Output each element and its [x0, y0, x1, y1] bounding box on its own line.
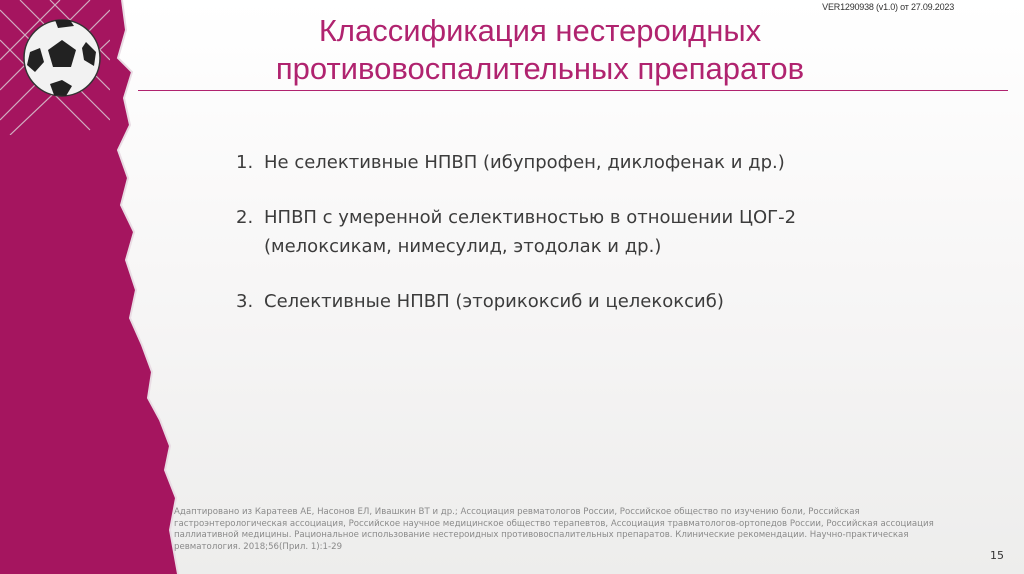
title-divider — [138, 90, 1008, 91]
list-item-line: Селективные НПВП (эторикоксиб и целекоксиб) — [264, 291, 724, 312]
list-item-line: (мелоксикам, нимесулид, этодолак и др.) — [264, 236, 662, 257]
list-item — [236, 287, 936, 316]
list-item-number: 3. — [236, 291, 254, 312]
list-item-text — [264, 148, 936, 177]
title-line-2: противовоспалительных препаратов — [275, 51, 805, 86]
source-citation: Адаптировано из Каратеев АЕ, Насонов ЕЛ, Ивашкин ВТ и др.; Ассоциация ревматологов России, Российское общество по изучению боли, Российская гастроэнтерологическая ассоциация, Российское научное медицинское общество терапевтов, Ассоциация травматологов-ортопедов России, Российская ассоциация паллиативной медицины. Рациональное использование нестероидных противовоспалительных препаратов. Клинические рекомендации. Научно-практическая ревматология. 2018;56(Прил. 1):1-29 — [174, 507, 934, 552]
soccer-ball-in-net-icon — [0, 0, 110, 135]
list-item-text — [264, 203, 936, 261]
list-item — [236, 203, 936, 261]
list-item — [236, 148, 936, 177]
list-item-line: Не селективные НПВП (ибупрофен, диклофенак и др.) — [264, 152, 785, 173]
list-item-text — [264, 287, 936, 316]
classification-list — [236, 148, 936, 342]
page-title — [220, 12, 860, 88]
list-item-number: 1. — [236, 152, 254, 173]
page-number: 15 — [990, 549, 1004, 562]
version-stamp: VER1290938 (v1.0) от 27.09.2023 — [822, 2, 954, 12]
list-item-number: 2. — [236, 207, 254, 228]
list-item-line: НПВП с умеренной селективностью в отношении ЦОГ-2 — [264, 207, 797, 228]
title-line-1: Классификация нестероидных — [318, 13, 762, 48]
